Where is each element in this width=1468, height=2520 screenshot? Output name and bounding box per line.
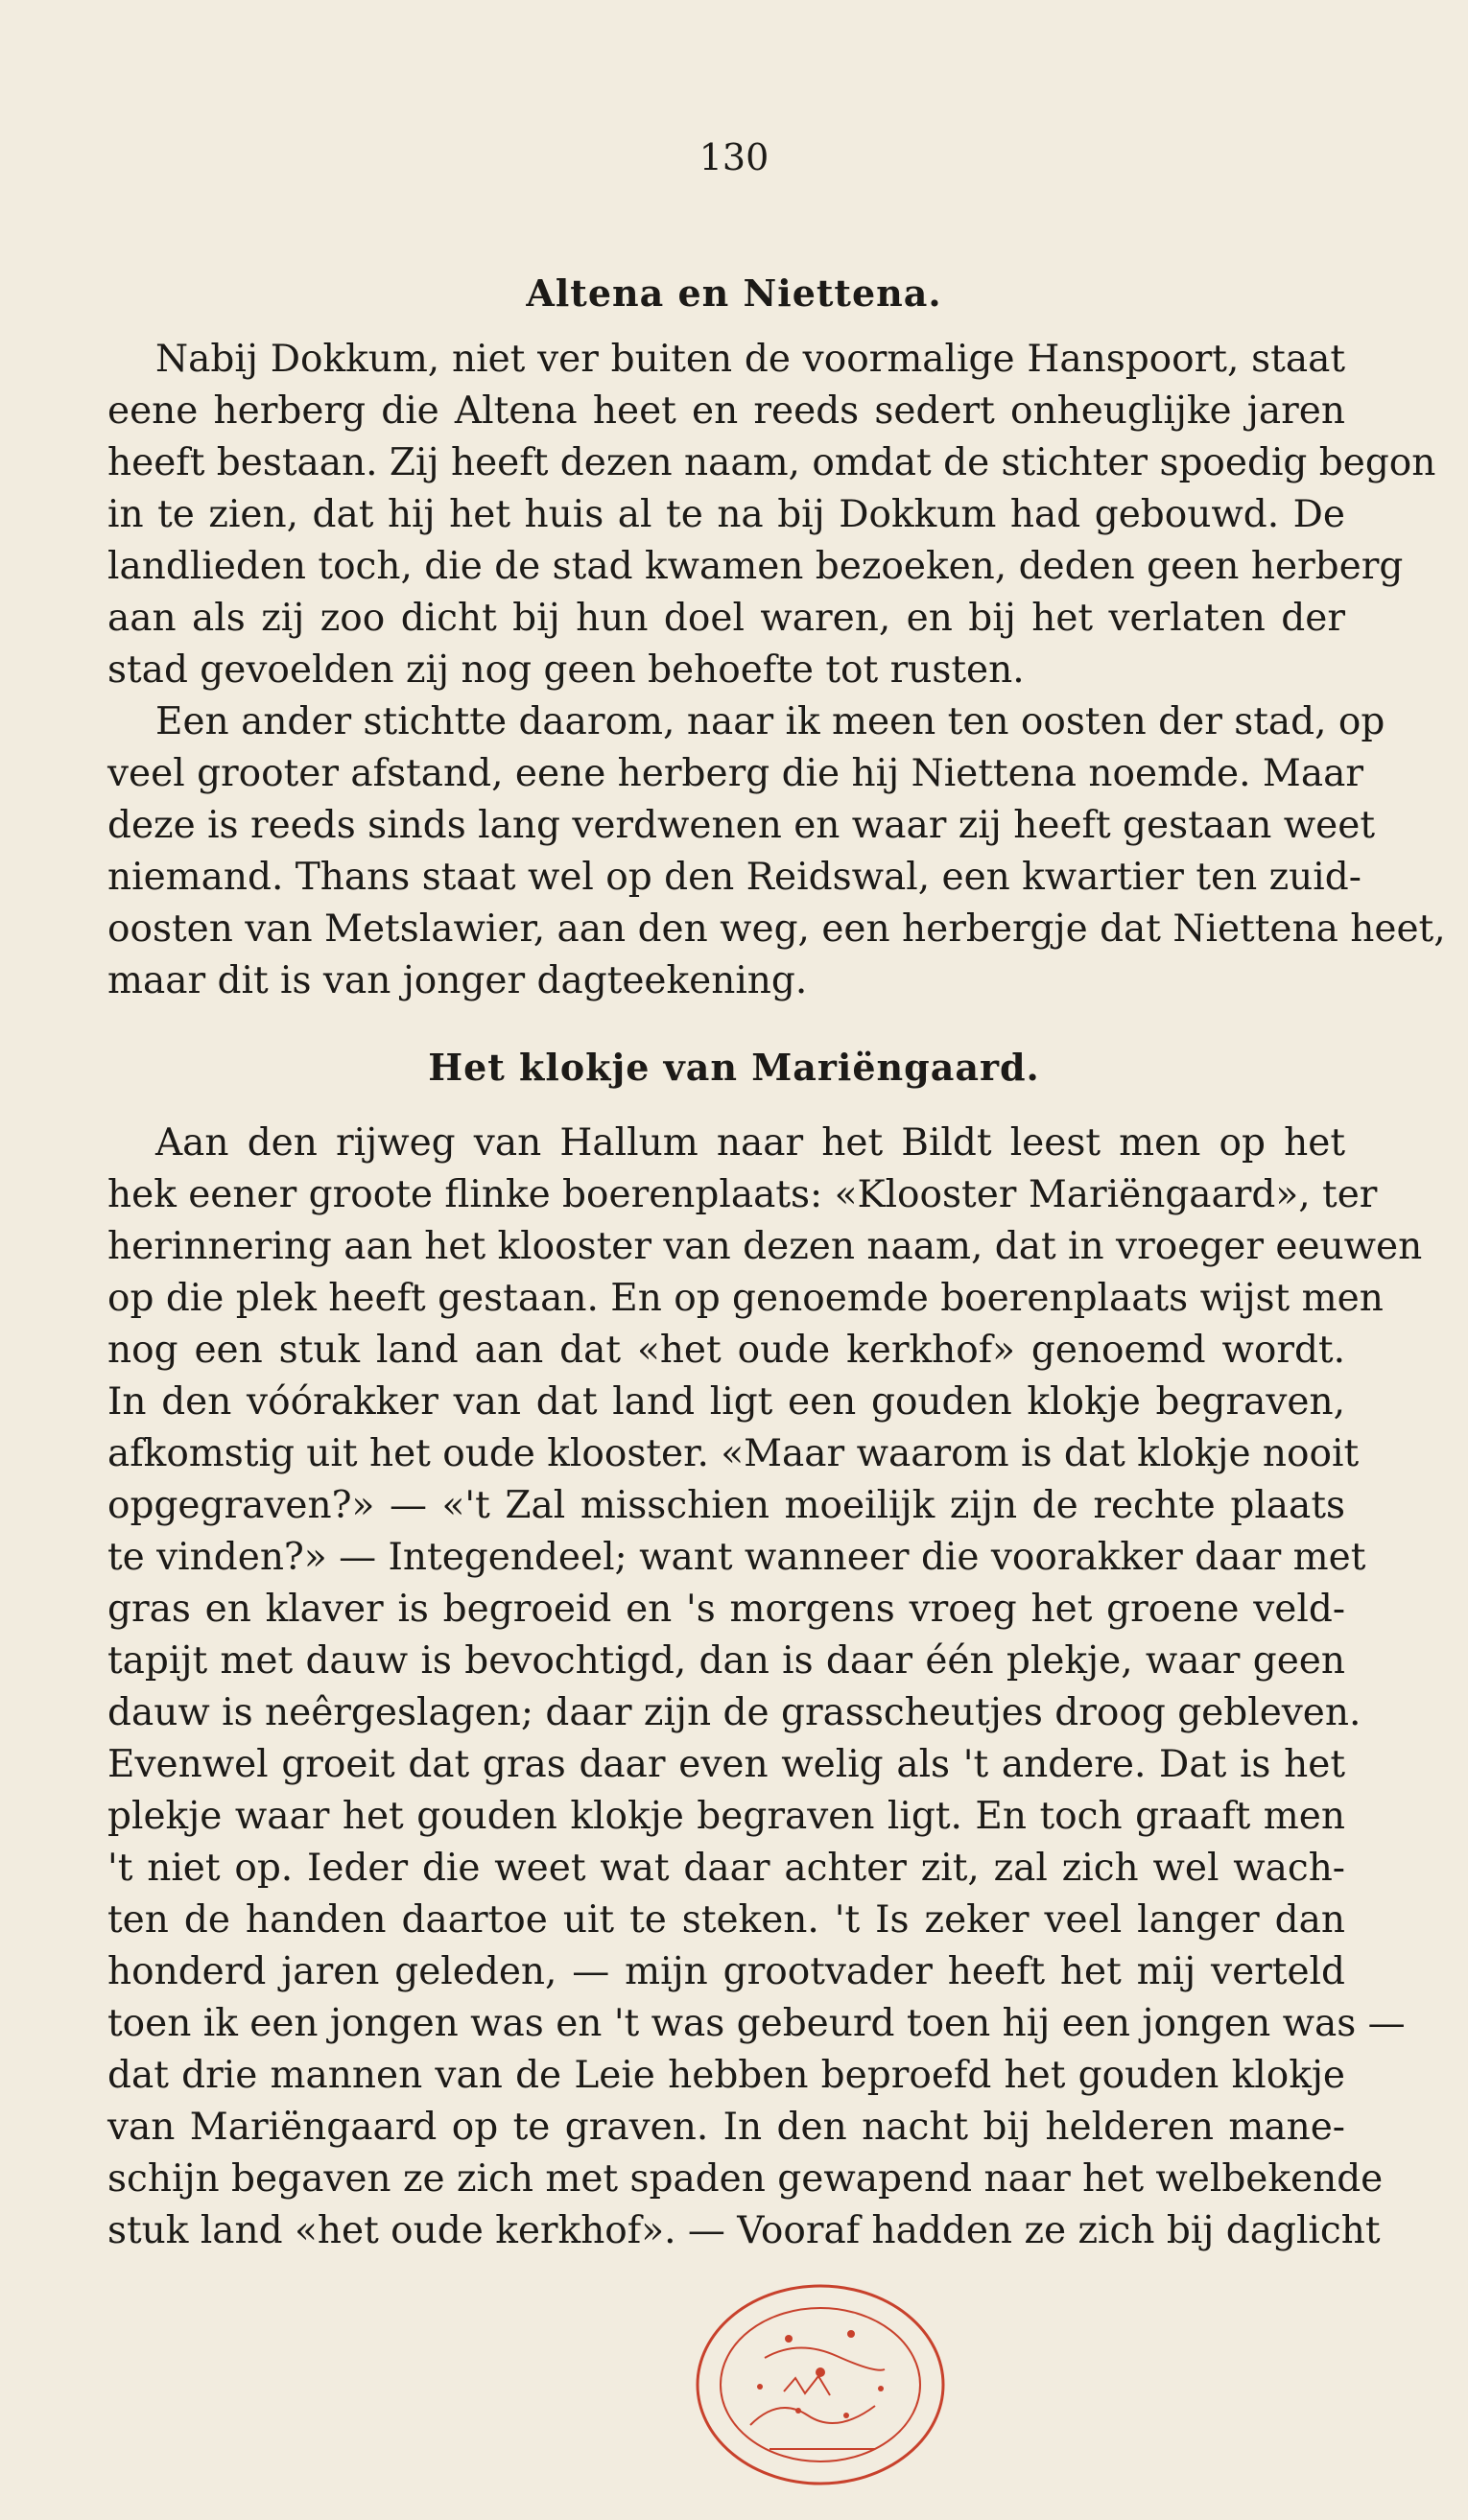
text-line: stad gevoelden zij nog geen behoefte tot rusten.	[107, 648, 1025, 692]
page-number: 130	[698, 136, 770, 178]
text-line: Nabij Dokkum, niet ver buiten de voormalige Hanspoort, staat	[155, 338, 1345, 381]
section-title-altena: Altena en Niettena.	[526, 271, 942, 315]
text-line: gras en klaver is begroeid en 's morgens vroeg het groene veld-	[107, 1588, 1345, 1631]
text-line: Een ander stichtte daarom, naar ik meen ten oosten der stad, op	[155, 700, 1385, 743]
text-line: honderd jaren geleden, — mijn grootvader heeft het mij verteld	[107, 1950, 1345, 1993]
text-line: In den vóórakker van dat land ligt een gouden klokje begraven,	[107, 1380, 1345, 1424]
text-line: deze is reeds sinds lang verdwenen en waar zij heeft gestaan weet	[107, 804, 1375, 847]
text-line: op die plek heeft gestaan. En op genoemde boerenplaats wijst men	[107, 1277, 1384, 1320]
text-line: aan als zij zoo dicht bij hun doel waren, en bij het verlaten der	[107, 597, 1345, 640]
stamp-outline	[698, 2286, 943, 2484]
text-line: in te zien, dat hij het huis al te na bij Dokkum had gebouwd. De	[107, 493, 1345, 536]
text-line: afkomstig uit het oude klooster. «Maar waarom is dat klokje nooit	[107, 1432, 1360, 1475]
text-line: nog een stuk land aan dat «het oude kerkhof» genoemd wordt.	[107, 1329, 1345, 1372]
text-line: stuk land «het oude kerkhof». — Vooraf hadden ze zich bij daglicht	[107, 2209, 1381, 2252]
text-line: 't niet op. Ieder die weet wat daar achter zit, zal zich wel wach-	[107, 1847, 1345, 1890]
text-line: toen ik een jongen was en 't was gebeurd toen hij een jongen was —	[107, 2002, 1406, 2045]
text-line: hek eener groote flinke boerenplaats: «Klooster Mariëngaard», ter	[107, 1173, 1378, 1216]
text-line: dat drie mannen van de Leie hebben beproefd het gouden klokje	[107, 2054, 1345, 2097]
library-stamp-icon	[693, 2281, 948, 2488]
text-line: tapijt met dauw is bevochtigd, dan is daar één plekje, waar geen	[107, 1639, 1345, 1683]
section-klokje-body	[107, 1118, 1423, 2257]
text-line: veel grooter afstand, eene herberg die hij Niettena noemde. Maar	[107, 752, 1364, 795]
text-line: ten de handen daartoe uit te steken. 't Is zeker veel langer dan	[107, 1898, 1345, 1942]
text-line: schijn begaven ze zich met spaden gewapend naar het welbekende	[107, 2157, 1384, 2201]
stamp-emblem-dots	[757, 2330, 884, 2418]
text-line: herinnering aan het klooster van dezen naam, dat in vroeger eeuwen	[107, 1225, 1423, 1268]
text-line: dauw is neêrgeslagen; daar zijn de grasscheutjes droog gebleven.	[107, 1691, 1361, 1734]
text-line: eene herberg die Altena heet en reeds sedert onheuglijke jaren	[107, 389, 1345, 433]
text-line: plekje waar het gouden klokje begraven ligt. En toch graaft men	[107, 1795, 1345, 1838]
text-line: opgegraven?» — «'t Zal misschien moeilijk zijn de rechte plaats	[107, 1484, 1345, 1527]
text-line: niemand. Thans staat wel op den Reidswal, een kwartier ten zuid-	[107, 856, 1361, 899]
text-line: landlieden toch, die de stad kwamen bezoeken, deden geen herberg	[107, 545, 1404, 588]
text-line: Aan den rijweg van Hallum naar het Bildt leest men op het	[155, 1121, 1345, 1165]
text-line: maar dit is van jonger dagteekening.	[107, 959, 808, 1002]
text-line: heeft bestaan. Zij heeft dezen naam, omdat de stichter spoedig begon	[107, 441, 1436, 484]
text-line: te vinden?» — Integendeel; want wanneer die voorakker daar met	[107, 1536, 1366, 1579]
section-title-klokje: Het klokje van Mariëngaard.	[428, 1046, 1040, 1089]
text-line: Evenwel groeit dat gras daar even welig als 't andere. Dat is het	[107, 1743, 1345, 1786]
text-line: oosten van Metslawier, aan den weg, een herbergje dat Niettena heet,	[107, 907, 1446, 951]
section-altena-body	[107, 334, 1446, 1007]
text-line: van Mariëngaard op te graven. In den nacht bij helderen mane-	[107, 2106, 1345, 2149]
